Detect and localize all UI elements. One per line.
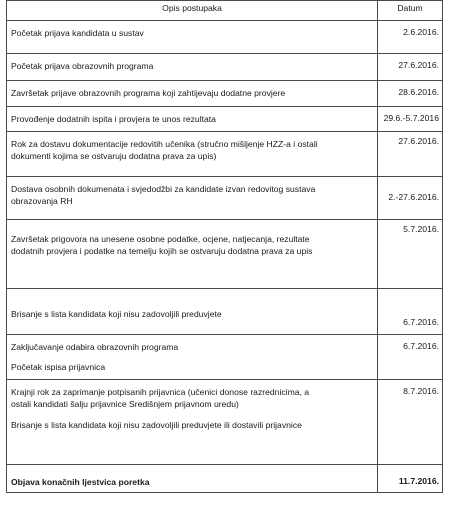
row-text: Završetak prigovora na unesene osobne podatke, ocjene, natjecanja, rezultate (11, 234, 310, 244)
row-date: 29.6.-5.7.2016 (378, 107, 443, 132)
row-date: 11.7.2016. (378, 465, 443, 493)
row-description (7, 132, 378, 177)
row-text: Završetak prijave obrazovnih programa koji zahtijevaju dodatne provjere (11, 88, 286, 98)
row-text: Početak prijava obrazovnih programa (11, 61, 154, 71)
row-text: ostali kandidati šalju prijavnice Središnjem prijavnom uredu) (11, 399, 239, 409)
table-row (7, 380, 443, 465)
row-text: Rok za dostavu dokumentacije redovitih učenika (stručno mišljenje HZZ-a i ostali (11, 139, 318, 149)
row-text: Krajnji rok za zaprimanje potpisanih prijavnica (učenici donose razrednicima, a (11, 387, 310, 397)
row-description (7, 177, 378, 220)
row-description (7, 81, 378, 107)
row-text: Brisanje s lista kandidata koji nisu zadovoljili preduvjete (11, 309, 222, 319)
row-text: Provođenje dodatnih ispita i provjera te unos rezultata (11, 114, 216, 124)
row-text: Objava konačnih ljestvica poretka (11, 477, 150, 487)
row-date: 8.7.2016. (378, 380, 443, 465)
table-row (7, 220, 443, 289)
table-row (7, 177, 443, 220)
row-text: Zaključavanje odabira obrazovnih programa (11, 342, 179, 352)
row-description (7, 21, 378, 54)
header-row (7, 1, 443, 21)
row-text: dodatnih provjera i podatke na temelju kojih se ostvaruju dodatna prava za upis (11, 246, 313, 256)
row-description (7, 220, 378, 289)
header-date: Datum (378, 1, 443, 21)
table-row (7, 21, 443, 54)
table-row (7, 335, 443, 380)
row-date: 27.6.2016. (378, 54, 443, 81)
header-description: Opis postupaka (7, 1, 378, 21)
row-date: 27.6.2016. (378, 132, 443, 177)
schedule-table (6, 0, 443, 493)
row-description (7, 335, 378, 380)
row-description (7, 107, 378, 132)
table-row (7, 289, 443, 335)
row-text: Početak prijava kandidata u sustav (11, 28, 144, 38)
row-date: 2.6.2016. (378, 21, 443, 54)
row-text: obrazovanja RH (11, 196, 73, 206)
table-row (7, 107, 443, 132)
row-text: Početak ispisa prijavnica (11, 362, 106, 372)
row-date: 28.6.2016. (378, 81, 443, 107)
row-date: 6.7.2016. (378, 335, 443, 380)
row-text: Dostava osobnih dokumenata i svjedodžbi za kandidate izvan redovitog sustava (11, 184, 316, 194)
row-description (7, 289, 378, 335)
row-date: 6.7.2016. (378, 289, 443, 335)
row-text: dokumenti kojima se ostvaruju dodatna prava za upis) (11, 151, 217, 161)
row-description (7, 54, 378, 81)
row-description (7, 465, 378, 493)
row-description (7, 380, 378, 465)
table-row (7, 132, 443, 177)
row-text: Brisanje s lista kandidata koji nisu zadovoljili preduvjete ili dostavili prijavnice (11, 420, 302, 430)
table-row (7, 81, 443, 107)
table-row (7, 465, 443, 493)
row-date: 5.7.2016. (378, 220, 443, 289)
row-date: 2.-27.6.2016. (378, 177, 443, 220)
table-row (7, 54, 443, 81)
